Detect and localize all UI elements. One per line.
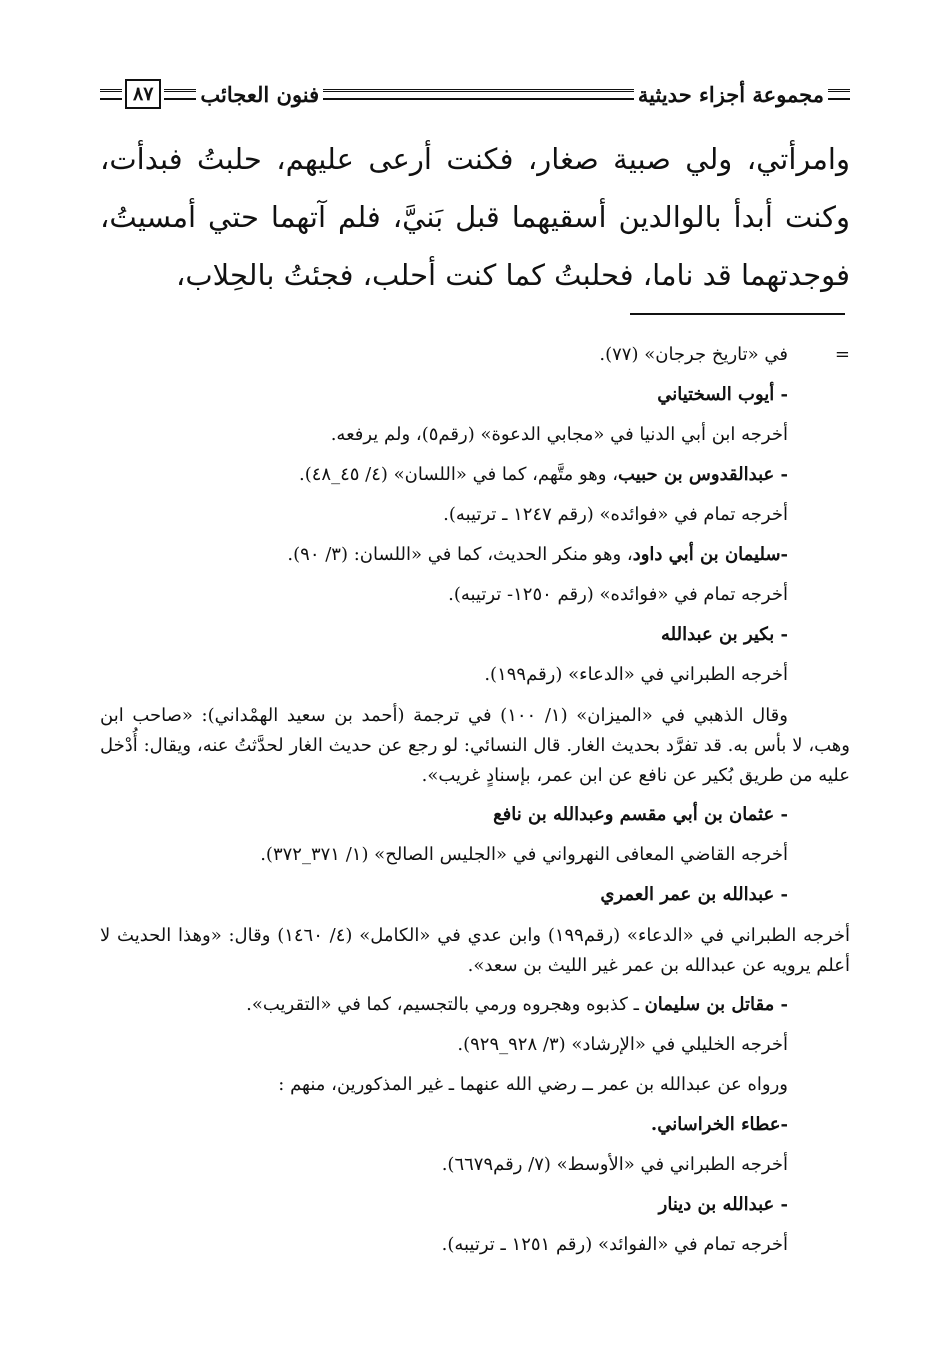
footnote-paragraph: أخرجه الطبراني في «الدعاء» (رقم١٩٩) وابن عدي في «الكامل» (٤/ ١٤٦٠) وقال: «وهذا الحديث لا أعلم يرويه عن عبدالله بن عمر غير الليث بن سعد».: [100, 925, 850, 976]
footnote-line: أخرجه تمام في «الفوائد» (رقم ١٢٥١ ـ ترتيبه).: [441, 1234, 788, 1255]
narrator-note: ، وهو منكر الحديث، كما في «اللسان: (٣/ ٩٠).: [287, 544, 633, 565]
continuation-mark: =: [834, 344, 850, 365]
footnote-line: أخرجه تمام في «فوائده» (رقم ١٢٤٧ ـ ترتيبه).: [443, 504, 788, 525]
narrator-name: - عبدالقدوس بن حبيب: [618, 464, 788, 485]
narrator-name: - مقاتل بن سليمان: [644, 994, 788, 1015]
narrator-heading: - عبدالله بن دينار: [658, 1194, 788, 1215]
narrator-name: -سليمان بن أبي داود: [632, 544, 788, 565]
footnote-line: [100, 535, 850, 575]
narrator-heading: -عطاء الخراساني.: [650, 1114, 788, 1135]
footnote-line: [100, 985, 850, 1025]
footnotes-block: [100, 335, 850, 1265]
narrator-note: ـ كذبوه وهجروه ورمي بالتجسيم، كما في «التقريب».: [246, 994, 645, 1015]
header-rule: [100, 89, 122, 100]
header-rule: [164, 89, 196, 100]
narrator-heading: - عبدالله بن عمر العمري: [600, 884, 788, 905]
footnote-line: أخرجه الخليلي في «الإرشاد» (٣/ ٩٢٨_٩٢٩).: [457, 1034, 788, 1055]
header-book-title: مجموعة أجزاء حديثية: [637, 81, 824, 107]
footnote-line: أخرجه الطبراني في «الأوسط» (٧/ رقم٦٦٧٩).: [441, 1154, 788, 1175]
page-number: ٨٧: [125, 79, 161, 109]
main-paragraph: وامرأتي، ولي صبية صغار، فكنت أرعى عليهم، حلبتُ فبدأت، وكنت أبدأ بالوالدين أسقيهما قبل بَنيَّ، فلم آتهما حتي أمسيتُ، فوجدتهما قد ناما، فحلبتُ كما كنت أحلب، فجئتُ بالحِلاب،: [100, 142, 850, 292]
header-rule: [828, 89, 850, 100]
main-text-block: [100, 130, 850, 304]
footnote-line: أخرجه القاضي المعافى النهرواني في «الجليس الصالح» (١/ ٣٧١_٣٧٢).: [260, 844, 788, 865]
footnote-line: في «تاريخ جرجان» (٧٧).: [599, 344, 788, 365]
footnote-first-line-wrap: [100, 335, 850, 375]
footnote-line: أخرجه الطبراني في «الدعاء» (رقم١٩٩).: [484, 664, 788, 685]
footnote-separator: [630, 313, 845, 315]
narrator-heading: - أيوب السختياني: [657, 384, 788, 405]
narrator-heading: - عثمان بن أبي مقسم وعبدالله بن نافع: [493, 804, 788, 825]
footnote-paragraph: وقال الذهبي في «الميزان» (١/ ١٠٠) في ترجمة (أحمد بن سعيد الهمْداني): «صاحب ابن وهب، لا بأس به. قد تفرَّد بحديث الغار. قال النسائي: لو رجع عن حديث الغار لحدَّثتُ عنه، ويقال: أُدْخل عليه من طريق بُكير عن نافع عن ابن عمر، بإسنادٍ غريب».: [100, 705, 850, 786]
footnote-line: أخرجه تمام في «فوائده» (رقم ١٢٥٠- ترتيبه).: [448, 584, 788, 605]
header-part-title: فنون العجائب: [200, 81, 320, 107]
header-rule: [323, 89, 634, 100]
running-header: [100, 74, 850, 114]
footnote-line: أخرجه ابن أبي الدنيا في «مجابي الدعوة» (رقم٥)، ولم يرفعه.: [330, 424, 788, 445]
narrator-note: ، وهو متَّهم، كما في «اللسان» (٤/ ٤٥_٤٨).: [299, 464, 619, 485]
footnote-line: ورواه عن عبدالله بن عمر ــ رضي الله عنهما ـ غير المذكورين، منهم :: [278, 1074, 788, 1095]
narrator-heading: - بكير بن عبدالله: [660, 624, 788, 645]
footnote-line: [100, 455, 850, 495]
